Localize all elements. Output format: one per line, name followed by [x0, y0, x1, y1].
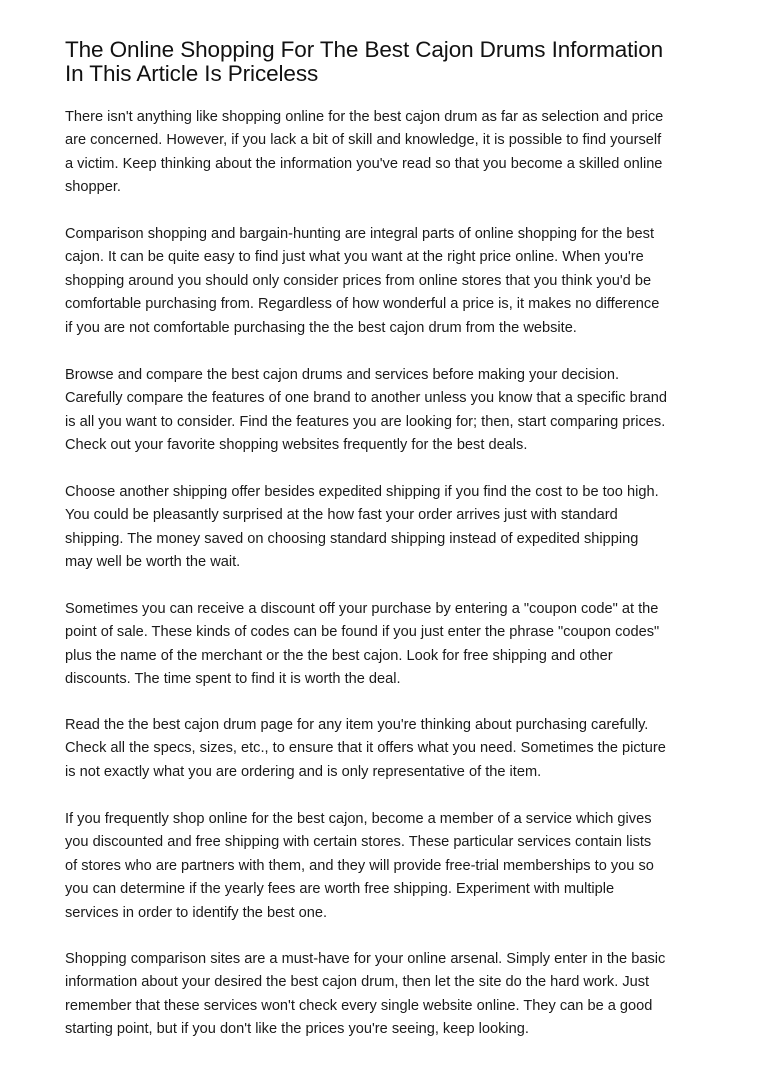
paragraph-line: may well be worth the wait. [65, 554, 241, 571]
paragraph-product-page [65, 714, 715, 784]
paragraph-line: starting point, but if you don't like the prices you're seeing, keep looking. [65, 1021, 529, 1038]
paragraph-comparison-sites [65, 948, 715, 1042]
paragraph-line: cajon. It can be quite easy to find just what you want at the right price online. When you're [65, 249, 644, 266]
paragraph-line: Carefully compare the features of one brand to another unless you know that a specific brand [65, 390, 667, 407]
document-title [65, 38, 715, 86]
paragraph-line: Read the the best cajon drum page for any item you're thinking about purchasing carefully. [65, 717, 649, 733]
paragraph-line: if you are not comfortable purchasing the the best cajon drum from the website. [65, 319, 577, 336]
paragraph-line: Check all the specs, sizes, etc., to ensure that it offers what you need. Sometimes the picture [65, 740, 666, 757]
title-line: In This Article Is Priceless [65, 61, 319, 86]
paragraph-coupon [65, 598, 715, 692]
paragraph-line: are concerned. However, if you lack a bit of skill and knowledge, it is possible to find yourself [65, 132, 662, 149]
paragraph-line: You could be pleasantly surprised at the how fast your order arrives just with standard [65, 507, 618, 524]
paragraph-line: you can determine if the yearly fees are worth free shipping. Experiment with multiple [65, 881, 615, 898]
paragraph-line: remember that these services won't check every single website online. They can be a good [65, 997, 653, 1014]
paragraph-line: Shopping comparison sites are a must-have for your online arsenal. Simply enter in the basic [65, 951, 666, 967]
paragraph-line: Sometimes you can receive a discount off your purchase by entering a "coupon code" at the [65, 601, 659, 617]
paragraph-line: There isn't anything like shopping online for the best cajon drum as far as selection and price [65, 109, 664, 125]
paragraph-line: services in order to identify the best one. [65, 904, 328, 921]
paragraph-line: information about your desired the best cajon drum, then let the site do the hard work. Just [65, 974, 650, 991]
paragraph-line: a victim. Keep thinking about the information you've read so that you become a skilled online [65, 155, 663, 172]
paragraph-line: discounts. The time spent to find it is worth the deal. [65, 671, 401, 688]
paragraph-line: shopping around you should only consider prices from online stores that you think you'd be [65, 272, 652, 289]
paragraph-line: Browse and compare the best cajon drums and services before making your decision. [65, 367, 620, 383]
paragraph-line: shopper. [65, 179, 121, 196]
paragraph-line: comfortable purchasing from. Regardless of how wonderful a price is, it makes no difference [65, 296, 660, 313]
paragraph-browse [65, 364, 715, 458]
paragraph-line: is all you want to consider. Find the features you are looking for; then, start comparing prices. [65, 413, 666, 430]
paragraph-line: is not exactly what you are ordering and is only representative of the item. [65, 763, 542, 780]
paragraph-membership [65, 808, 715, 925]
title-line: The Online Shopping For The Best Cajon Drums Information [65, 37, 664, 62]
paragraph-line: Comparison shopping and bargain-hunting are integral parts of online shopping for the best [65, 226, 655, 242]
paragraph-line: Choose another shipping offer besides expedited shipping if you find the cost to be too high. [65, 484, 659, 500]
paragraph-intro [65, 106, 715, 200]
paragraph-line: point of sale. These kinds of codes can be found if you just enter the phrase "coupon codes" [65, 624, 660, 641]
paragraph-comparison [65, 223, 715, 340]
paragraph-line: of stores who are partners with them, and they will provide free-trial memberships to you so [65, 857, 654, 874]
paragraph-line: If you frequently shop online for the best cajon, become a member of a service which gives [65, 811, 652, 827]
paragraph-line: you discounted and free shipping with certain stores. These particular services contain lists [65, 834, 652, 851]
paragraph-line: Check out your favorite shopping websites frequently for the best deals. [65, 437, 528, 454]
paragraph-shipping [65, 481, 715, 575]
paragraph-line: plus the name of the merchant or the the best cajon. Look for free shipping and other [65, 647, 613, 664]
paragraph-line: shipping. The money saved on choosing standard shipping instead of expedited shipping [65, 530, 639, 547]
